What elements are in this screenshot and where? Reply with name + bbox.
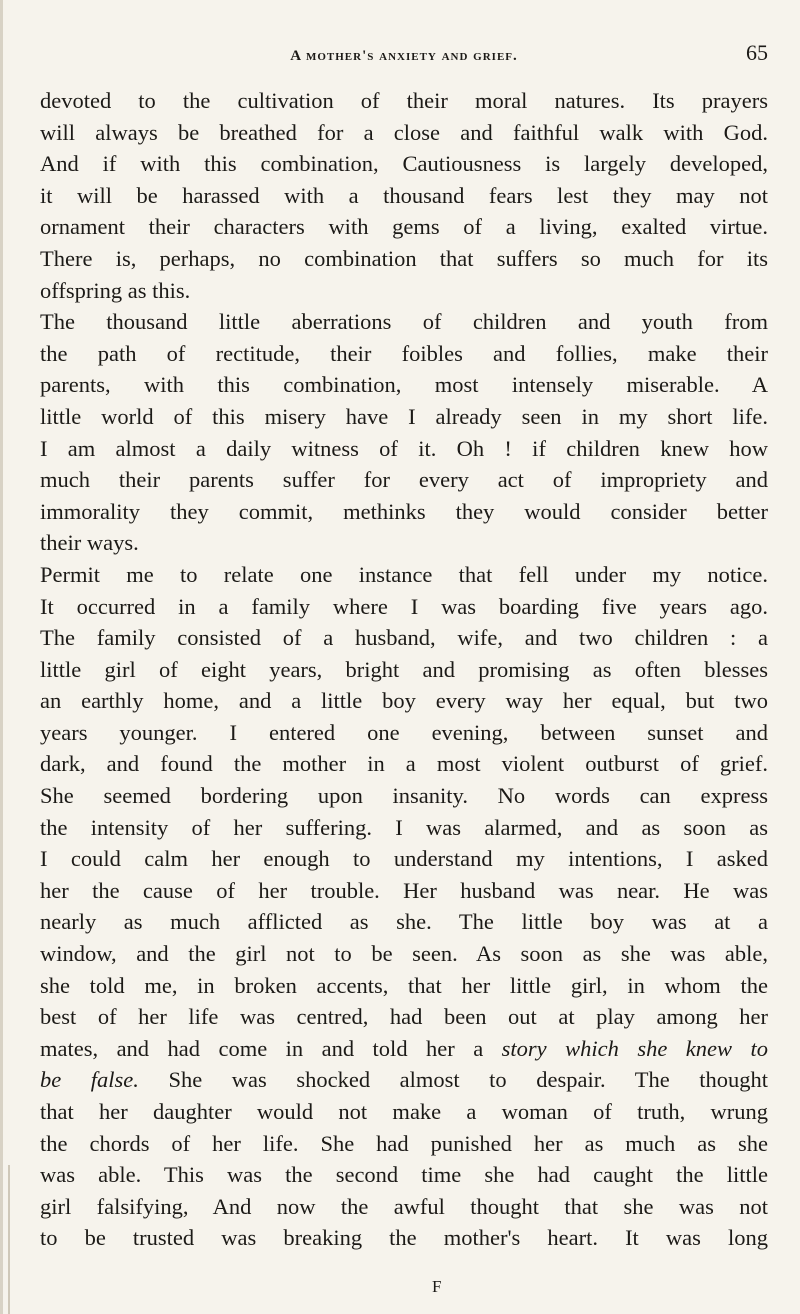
italic-phrase: story which she knew to <box>501 1035 768 1061</box>
text-line: parents, with this combination, most intensely miserable. A <box>40 372 768 398</box>
text-line-with-italic <box>40 1064 768 1096</box>
running-title: A mother's anxiety and grief. <box>290 48 518 64</box>
text-line: her the cause of her trouble. Her husband was near. He was <box>40 877 768 903</box>
text-line-with-italic <box>40 1033 768 1065</box>
text-line: devoted to the cultivation of their moral natures. Its prayers <box>40 88 768 113</box>
line-text: She was shocked almost to despair. The thought <box>168 1067 769 1093</box>
text-line: little girl of eight years, bright and promising as often blesses <box>40 656 768 682</box>
text-line: The thousand little aberrations of children and youth from <box>40 309 768 335</box>
text-line: ornament their characters with gems of a living, exalted virtue. <box>40 214 768 240</box>
text-line: She seemed bordering upon insanity. No words can express <box>40 783 768 809</box>
text-line: the intensity of her suffering. I was alarmed, and as soon as <box>40 814 768 840</box>
text-line: years younger. I entered one evening, between sunset and <box>40 719 768 745</box>
text-line: girl falsifying, And now the awful thought that she was not <box>40 1193 768 1219</box>
text-line: was able. This was the second time she had caught the little <box>40 1162 768 1188</box>
text-line: the chords of her life. She had punished her as much as she <box>40 1130 768 1156</box>
text-line: window, and the girl not to be seen. As soon as she was able, <box>40 941 768 967</box>
text-line: that her daughter would not make a woman of truth, wrung <box>40 1099 768 1124</box>
text-line: an earthly home, and a little boy every way her equal, but two <box>40 688 768 714</box>
body-text <box>40 85 768 1254</box>
text-line: The family consisted of a husband, wife, and two children : a <box>40 625 768 651</box>
text-line: dark, and found the mother in a most violent outburst of grief. <box>40 751 768 777</box>
text-line: Permit me to relate one instance that fell under my notice. <box>40 561 768 587</box>
text-line: offspring as this. <box>40 277 191 303</box>
italic-phrase: be false. <box>40 1067 139 1093</box>
running-head <box>40 40 768 70</box>
page-edge-mark <box>8 1165 10 1314</box>
signature-mark: F <box>432 1277 442 1296</box>
text-line: much their parents suffer for every act of impropriety and <box>40 467 768 493</box>
text-line: it will be harassed with a thousand fears lest they may not <box>40 182 768 208</box>
text-line: will always be breathed for a close and faithful walk with God. <box>40 119 768 145</box>
text-line: And if with this combination, Cautiousness is largely developed, <box>40 151 768 177</box>
text-line: I could calm her enough to understand my intentions, I asked <box>40 846 768 872</box>
page-edge-shadow <box>0 0 3 1314</box>
text-line: I am almost a daily witness of it. Oh ! if children knew how <box>40 435 768 461</box>
text-line: she told me, in broken accents, that her little girl, in whom the <box>40 972 768 998</box>
text-line: nearly as much afflicted as she. The little boy was at a <box>40 909 768 935</box>
text-line: their ways. <box>40 530 139 556</box>
text-line: immorality they commit, methinks they would consider better <box>40 498 768 524</box>
text-line: There is, perhaps, no combination that suffers so much for its <box>40 245 768 271</box>
text-line: to be trusted was breaking the mother's heart. It was long <box>40 1225 768 1251</box>
text-line: little world of this misery have I already seen in my short life. <box>40 403 768 429</box>
line-text: mates, and had come in and told her a <box>40 1035 484 1061</box>
page-number: 65 <box>746 40 768 65</box>
text-line: the path of rectitude, their foibles and follies, make their <box>40 340 768 366</box>
text-line: It occurred in a family where I was boarding five years ago. <box>40 593 768 619</box>
text-line: best of her life was centred, had been out at play among her <box>40 1004 768 1030</box>
